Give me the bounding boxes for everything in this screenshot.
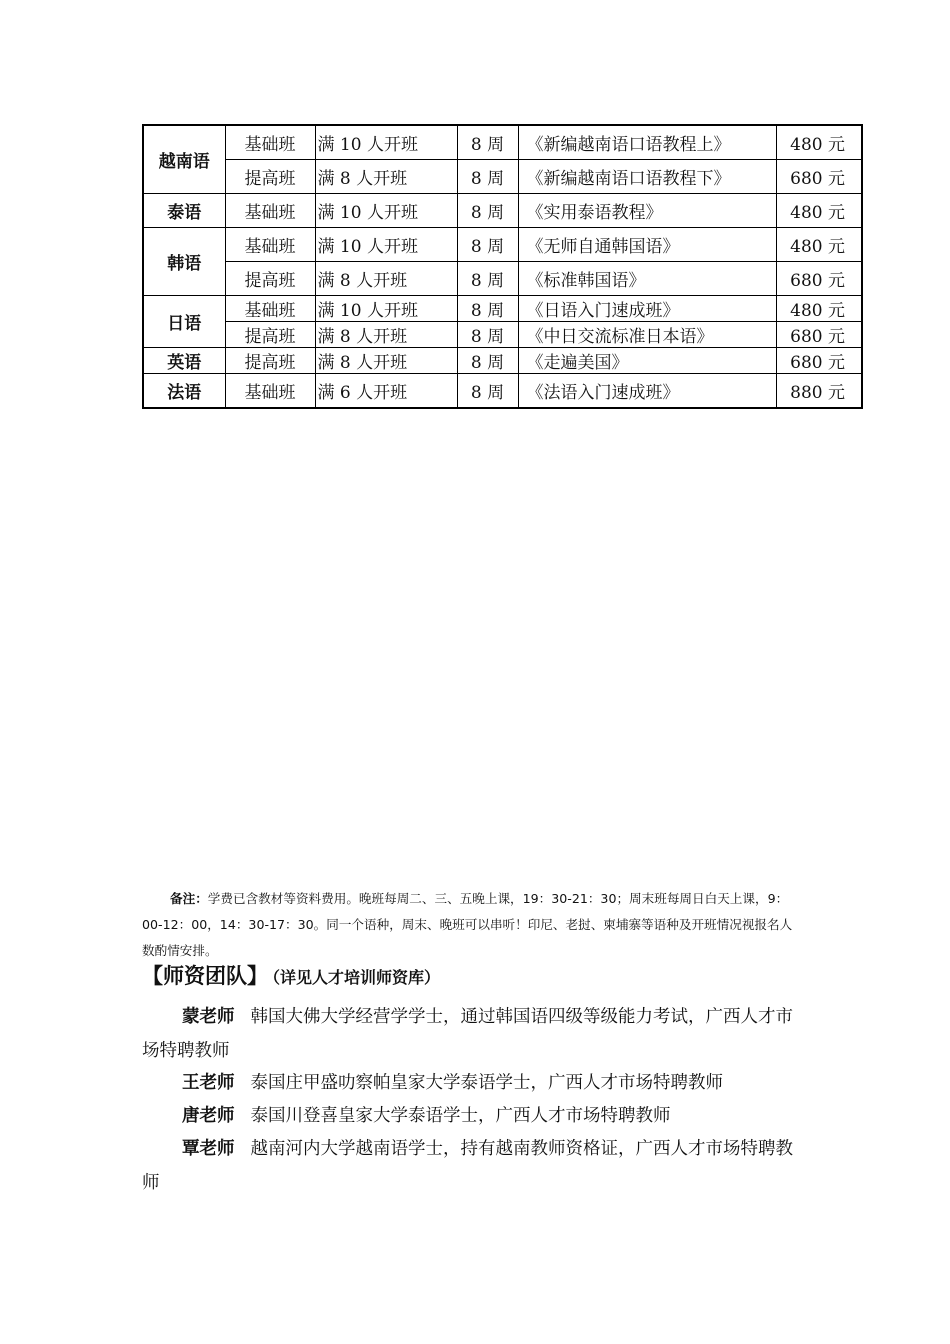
condition-cell: 满 8 人开班 [315,322,457,348]
teacher-entry [142,1132,802,1200]
textbook-cell: 《无师自通韩国语》 [518,228,776,262]
duration-cell: 8 周 [457,194,518,228]
level-cell: 提高班 [225,348,315,374]
language-cell: 泰语 [143,194,225,228]
table-row [143,160,862,194]
table-row [143,228,862,262]
teacher-name: 蒙老师 [182,1007,235,1027]
price-cell: 680 元 [776,322,862,348]
teacher-name: 王老师 [182,1073,235,1093]
condition-cell: 满 6 人开班 [315,374,457,409]
level-cell: 提高班 [225,322,315,348]
table-row [143,348,862,374]
price-cell: 680 元 [776,160,862,194]
condition-cell: 满 8 人开班 [315,262,457,296]
level-cell: 基础班 [225,194,315,228]
textbook-cell: 《新编越南语口语教程下》 [518,160,776,194]
condition-cell: 满 10 人开班 [315,228,457,262]
language-cell: 日语 [143,296,225,348]
condition-cell: 满 8 人开班 [315,160,457,194]
textbook-cell: 《日语入门速成班》 [518,296,776,322]
remark-label: 备注： [170,891,208,906]
price-cell: 680 元 [776,348,862,374]
duration-cell: 8 周 [457,228,518,262]
level-cell: 基础班 [225,374,315,409]
team-title: 【师资团队】 [142,964,268,988]
teacher-name: 唐老师 [182,1106,235,1126]
team-subtitle: （详见人才培训师资库） [272,968,441,987]
teacher-name: 覃老师 [182,1139,235,1159]
table-row [143,374,862,409]
price-cell: 480 元 [776,228,862,262]
remark-paragraph [142,886,802,964]
duration-cell: 8 周 [457,125,518,160]
table-row [143,194,862,228]
table-row [143,125,862,160]
table-row [143,262,862,296]
table-row [143,296,862,322]
condition-cell: 满 10 人开班 [315,296,457,322]
teacher-description: 泰国川登喜皇家大学泰语学士，广西人才市场特聘教师 [250,1106,671,1126]
duration-cell: 8 周 [457,348,518,374]
duration-cell: 8 周 [457,322,518,348]
team-heading [142,960,440,990]
duration-cell: 8 周 [457,296,518,322]
course-table [142,124,863,409]
language-cell: 越南语 [143,125,225,194]
price-cell: 480 元 [776,194,862,228]
teacher-description: 越南河内大学越南语学士，持有越南教师资格证，广西人才市场特聘教师 [142,1139,793,1193]
condition-cell: 满 8 人开班 [315,348,457,374]
price-cell: 880 元 [776,374,862,409]
textbook-cell: 《新编越南语口语教程上》 [518,125,776,160]
teacher-description: 韩国大佛大学经营学学士，通过韩国语四级等级能力考试，广西人才市场特聘教师 [142,1007,793,1061]
textbook-cell: 《标准韩国语》 [518,262,776,296]
textbook-cell: 《法语入门速成班》 [518,374,776,409]
level-cell: 基础班 [225,228,315,262]
condition-cell: 满 10 人开班 [315,194,457,228]
price-cell: 480 元 [776,125,862,160]
language-cell: 英语 [143,348,225,374]
price-cell: 680 元 [776,262,862,296]
level-cell: 基础班 [225,125,315,160]
duration-cell: 8 周 [457,374,518,409]
textbook-cell: 《实用泰语教程》 [518,194,776,228]
condition-cell: 满 10 人开班 [315,125,457,160]
language-cell: 韩语 [143,228,225,296]
language-cell: 法语 [143,374,225,409]
textbook-cell: 《走遍美国》 [518,348,776,374]
teacher-entry [142,1066,802,1100]
price-cell: 480 元 [776,296,862,322]
duration-cell: 8 周 [457,160,518,194]
textbook-cell: 《中日交流标准日本语》 [518,322,776,348]
teacher-entry [142,1099,802,1133]
level-cell: 基础班 [225,296,315,322]
level-cell: 提高班 [225,262,315,296]
teacher-description: 泰国庄甲盛叻察帕皇家大学泰语学士，广西人才市场特聘教师 [250,1073,723,1093]
level-cell: 提高班 [225,160,315,194]
table-row [143,322,862,348]
remark-text: 学费已含教材等资料费用。晚班每周二、三、五晚上课，19：30-21：30；周末班每周日白天上课，9：00-12：00，14：30-17：30。同一个语种，周末、晚班可以串听！印尼、老挝、柬埔寨等语种及开班情况视报名人数酌情安排。 [142,891,793,958]
teacher-entry [142,1000,802,1068]
duration-cell: 8 周 [457,262,518,296]
